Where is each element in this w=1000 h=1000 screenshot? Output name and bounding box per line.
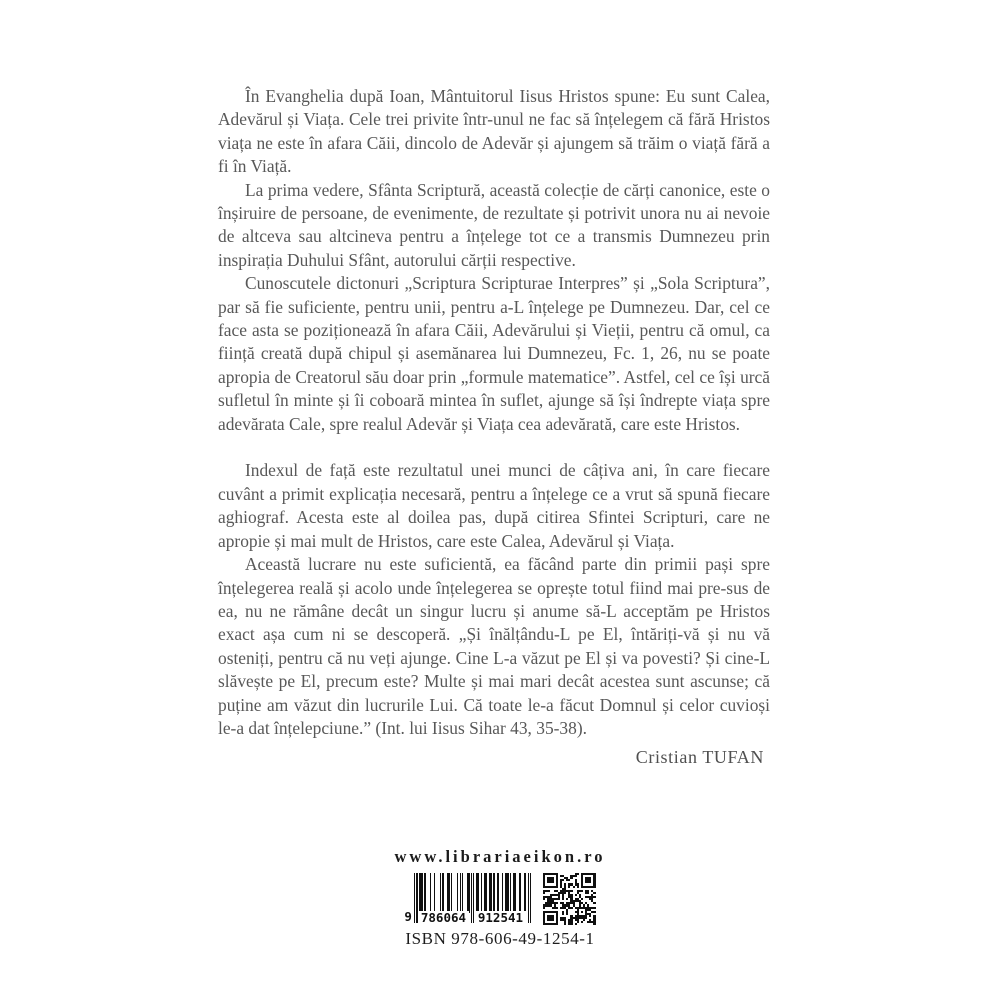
publisher-website: www.librariaeikon.ro bbox=[394, 847, 606, 866]
qr-code bbox=[543, 873, 595, 925]
barcode-digit-group-1: 786064 bbox=[418, 911, 469, 924]
paragraph-3: Cunoscutele dictonuri „Scriptura Scripturae Interpres” și „Sola Scriptura”, par să fie suficiente, pentru unii, pentru a-L înțelege pe Dumnezeu. Dar, cel ce face asta se poziționează în afara Căii, Adevărului și Vieții, pentru că omul, ca ființă creată după chipul și asemănarea lui Dumnezeu, Fc. 1, 26, nu se poate apropia de Creatorul său doar prin „formule matematice”. Astfel, cel ce își urcă sufletul în minte și îi coboară mintea în suflet, ajunge să își îndrepte viața spre adevărata Cale, spre realul Adevăr și Viața cea adevărată, care este Hristos. bbox=[218, 273, 770, 434]
author-signature: Cristian TUFAN bbox=[635, 747, 764, 768]
barcode-digit-group-2: 912541 bbox=[474, 911, 527, 924]
barcode-lead-digit: 9 bbox=[404, 909, 412, 924]
publisher-block bbox=[0, 847, 1000, 949]
paragraph-5: Această lucrare nu este suficientă, ea făcând parte din primii pași spre înțelegerea reală și acolo unde înțelegerea se oprește totul fiind mai pre-sus de ea, nu ne rămâne decât un singur lucru și anume să-L acceptăm pe Hristos exact așa cum ni se descoperă. „Și înălțându-L pe El, întăriți-vă și nu vă osteniți, pentru că nu veți ajunge. Cine L-a văzut pe El și va povesti? Și cine-L slăvește pe El, precum este? Multe și mai mari decât acestea sunt ascunse; că puține am văzut din lucrurile Lui. Că toate le-a făcut Domnul și celor cuvioși le-a dat înțelepciune.” (Int. lui Iisus Sihar 43, 35-38). bbox=[218, 554, 770, 738]
barcode-bars bbox=[414, 873, 531, 923]
paragraph-2: La prima vedere, Sfânta Scriptură, această colecție de cărți canonice, este o înșiruire de persoane, de evenimente, de rezultate și potrivit unora nu ai nevoie de altceva sau altcineva pentru a înțelege tot ce a transmis Dumnezeu prin inspirația Duhului Sfânt, autorului cărții respective. bbox=[218, 179, 770, 270]
paragraph-4: Indexul de față este rezultatul unei munci de câțiva ani, în care fiecare cuvânt a primit explicația necesară, pentru a înțelege ce a vrut să spună fiecare aghiograf. Acesta este al doilea pas, după citirea Sfintei Scripturi, care ne apropie și mai mult de Hristos, care este Calea, Adevărul și Viața. bbox=[218, 460, 770, 551]
isbn-label: ISBN 978-606-49-1254-1 bbox=[405, 929, 595, 949]
codes-row bbox=[404, 873, 595, 925]
ean-barcode bbox=[404, 873, 531, 923]
paragraph-1: În Evanghelia după Ioan, Mântuitorul Iisus Hristos spune: Eu sunt Calea, Adevărul și Viața. Cele trei privite într-unul ne fac să înțelegem că fără Hristos viața ne este în afara Căii, dincolo de Adevăr și ajungem să trăim o viață fără a fi în Viață. bbox=[218, 86, 770, 177]
barcode-digits bbox=[414, 911, 531, 924]
synopsis-text bbox=[218, 85, 770, 770]
